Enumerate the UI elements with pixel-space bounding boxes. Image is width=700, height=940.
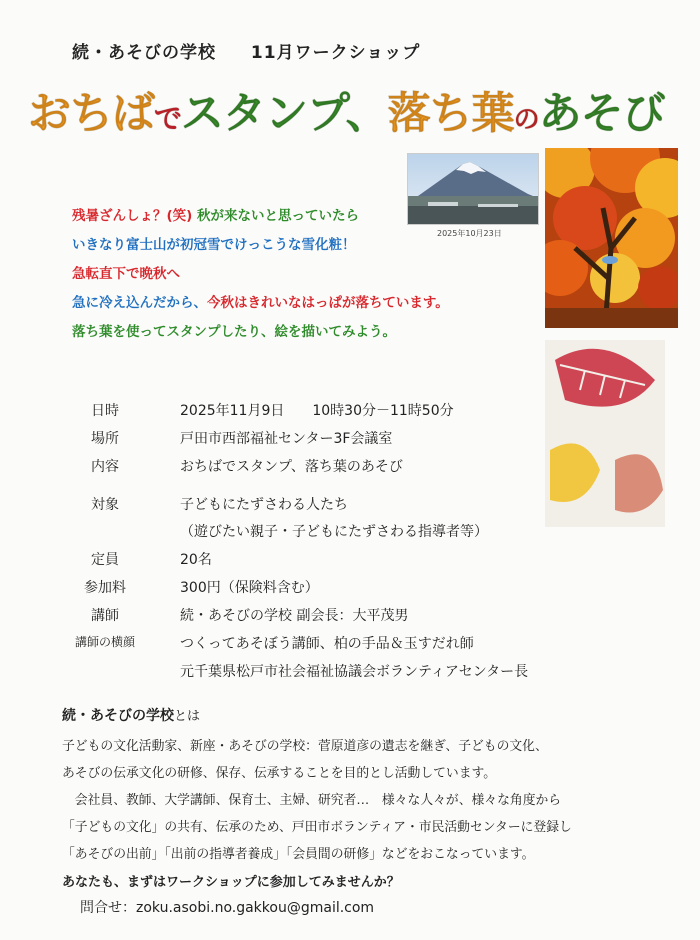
info-value-capacity: 20名 bbox=[180, 552, 212, 568]
about-line-1: 子どもの文化活動家、新座・あそびの学校：菅原道彦の遺志を継ぎ、子どもの文化、 bbox=[62, 739, 548, 754]
about-org-name: 続・あそびの学校 bbox=[62, 708, 174, 724]
intro-line-2: いきなり富士山が初冠雪でけっこうな雪化粧！ bbox=[72, 237, 356, 253]
leaf-stamp-photo bbox=[545, 340, 665, 527]
contact-email[interactable]: 問合せ：zoku.asobi.no.gakkou@gmail.com bbox=[80, 900, 375, 916]
main-title bbox=[28, 80, 665, 141]
info-value-place: 戸田市西部福祉センター3F会議室 bbox=[180, 431, 393, 447]
intro-line-3: 急転直下で晩秋へ bbox=[72, 266, 180, 282]
title-part-ochiba-kanji: 落ち葉 bbox=[387, 89, 514, 139]
info-label-place: 場所 bbox=[91, 431, 119, 447]
about-title-suffix: とは bbox=[174, 709, 201, 724]
title-part-ochiba: おちば bbox=[28, 89, 154, 139]
header-subtitle bbox=[72, 38, 448, 63]
info-label-content: 内容 bbox=[91, 459, 119, 475]
info-label-profile: 講師の横顔 bbox=[74, 635, 135, 649]
intro-line-4 bbox=[72, 291, 449, 311]
about-title bbox=[62, 705, 200, 725]
about-line-4: 「子どもの文化」の共有、伝承のため、戸田市ボランティア・市民活動センターに登録し bbox=[62, 820, 572, 835]
info-value-profile-1: つくってあそぼう講師、柏の手品＆玉すだれ師 bbox=[180, 636, 474, 652]
title-part-de: で bbox=[154, 102, 182, 135]
intro-line-5: 落ち葉を使ってスタンプしたり、絵を描いてみよう。 bbox=[72, 324, 396, 340]
info-value-fee: 300円（保険料含む） bbox=[180, 580, 319, 596]
title-part-asobi: あそび bbox=[538, 89, 665, 139]
info-value-profile-2: 元千葉県松戸市社会福祉協議会ボランティアセンター長 bbox=[180, 664, 529, 680]
info-label-instructor: 講師 bbox=[91, 608, 119, 624]
info-value-target-detail: （遊びたい親子・子どもにたずさわる指導者等） bbox=[180, 524, 488, 540]
call-to-action: あなたも、まずはワークショップに参加してみませんか？ bbox=[62, 875, 400, 890]
intro-line-1b: 秋が来ないと思っていたら bbox=[197, 208, 360, 224]
title-part-comma: 、 bbox=[345, 89, 388, 139]
about-line-3: 会社員、教師、大学講師、保育士、主婦、研究者… 様々な人々が、様々な角度から bbox=[62, 793, 562, 808]
info-label-fee: 参加料 bbox=[84, 580, 126, 596]
intro-line-4b: 今秋はきれいなはっぱが落ちています。 bbox=[207, 295, 449, 311]
info-value-target: 子どもにたずさわる人たち bbox=[180, 497, 348, 513]
autumn-leaves-photo bbox=[545, 148, 678, 328]
info-value-instructor: 続・あそびの学校 副会長：大平茂男 bbox=[180, 608, 409, 624]
about-line-5: 「あそびの出前」「出前の指導者養成」「会員間の研修」などをおこなっています。 bbox=[62, 847, 535, 862]
event-type: 11月ワークショップ bbox=[250, 43, 421, 63]
mt-fuji-photo bbox=[407, 153, 539, 225]
info-label-capacity: 定員 bbox=[91, 552, 119, 568]
org-name: 続・あそびの学校 bbox=[72, 43, 216, 63]
about-line-2: あそびの伝承文化の研修、保存、伝承することを目的とし活動しています。 bbox=[62, 766, 497, 781]
fuji-photo-caption: 2025年10月23日 bbox=[437, 229, 502, 238]
intro-line-1 bbox=[72, 204, 359, 224]
info-label-target: 対象 bbox=[91, 497, 119, 513]
intro-line-4a: 急に冷え込んだから、 bbox=[72, 295, 207, 311]
intro-line-1a: 残暑ざんしょ？(笑) bbox=[72, 208, 193, 224]
title-part-stamp: スタンプ bbox=[181, 89, 346, 139]
info-value-date: 2025年11月9日 10時30分－11時50分 bbox=[180, 403, 454, 419]
info-value-content: おちばでスタンプ、落ち葉のあそび bbox=[180, 459, 403, 475]
title-part-no: の bbox=[513, 105, 539, 135]
info-label-date: 日時 bbox=[91, 403, 119, 419]
